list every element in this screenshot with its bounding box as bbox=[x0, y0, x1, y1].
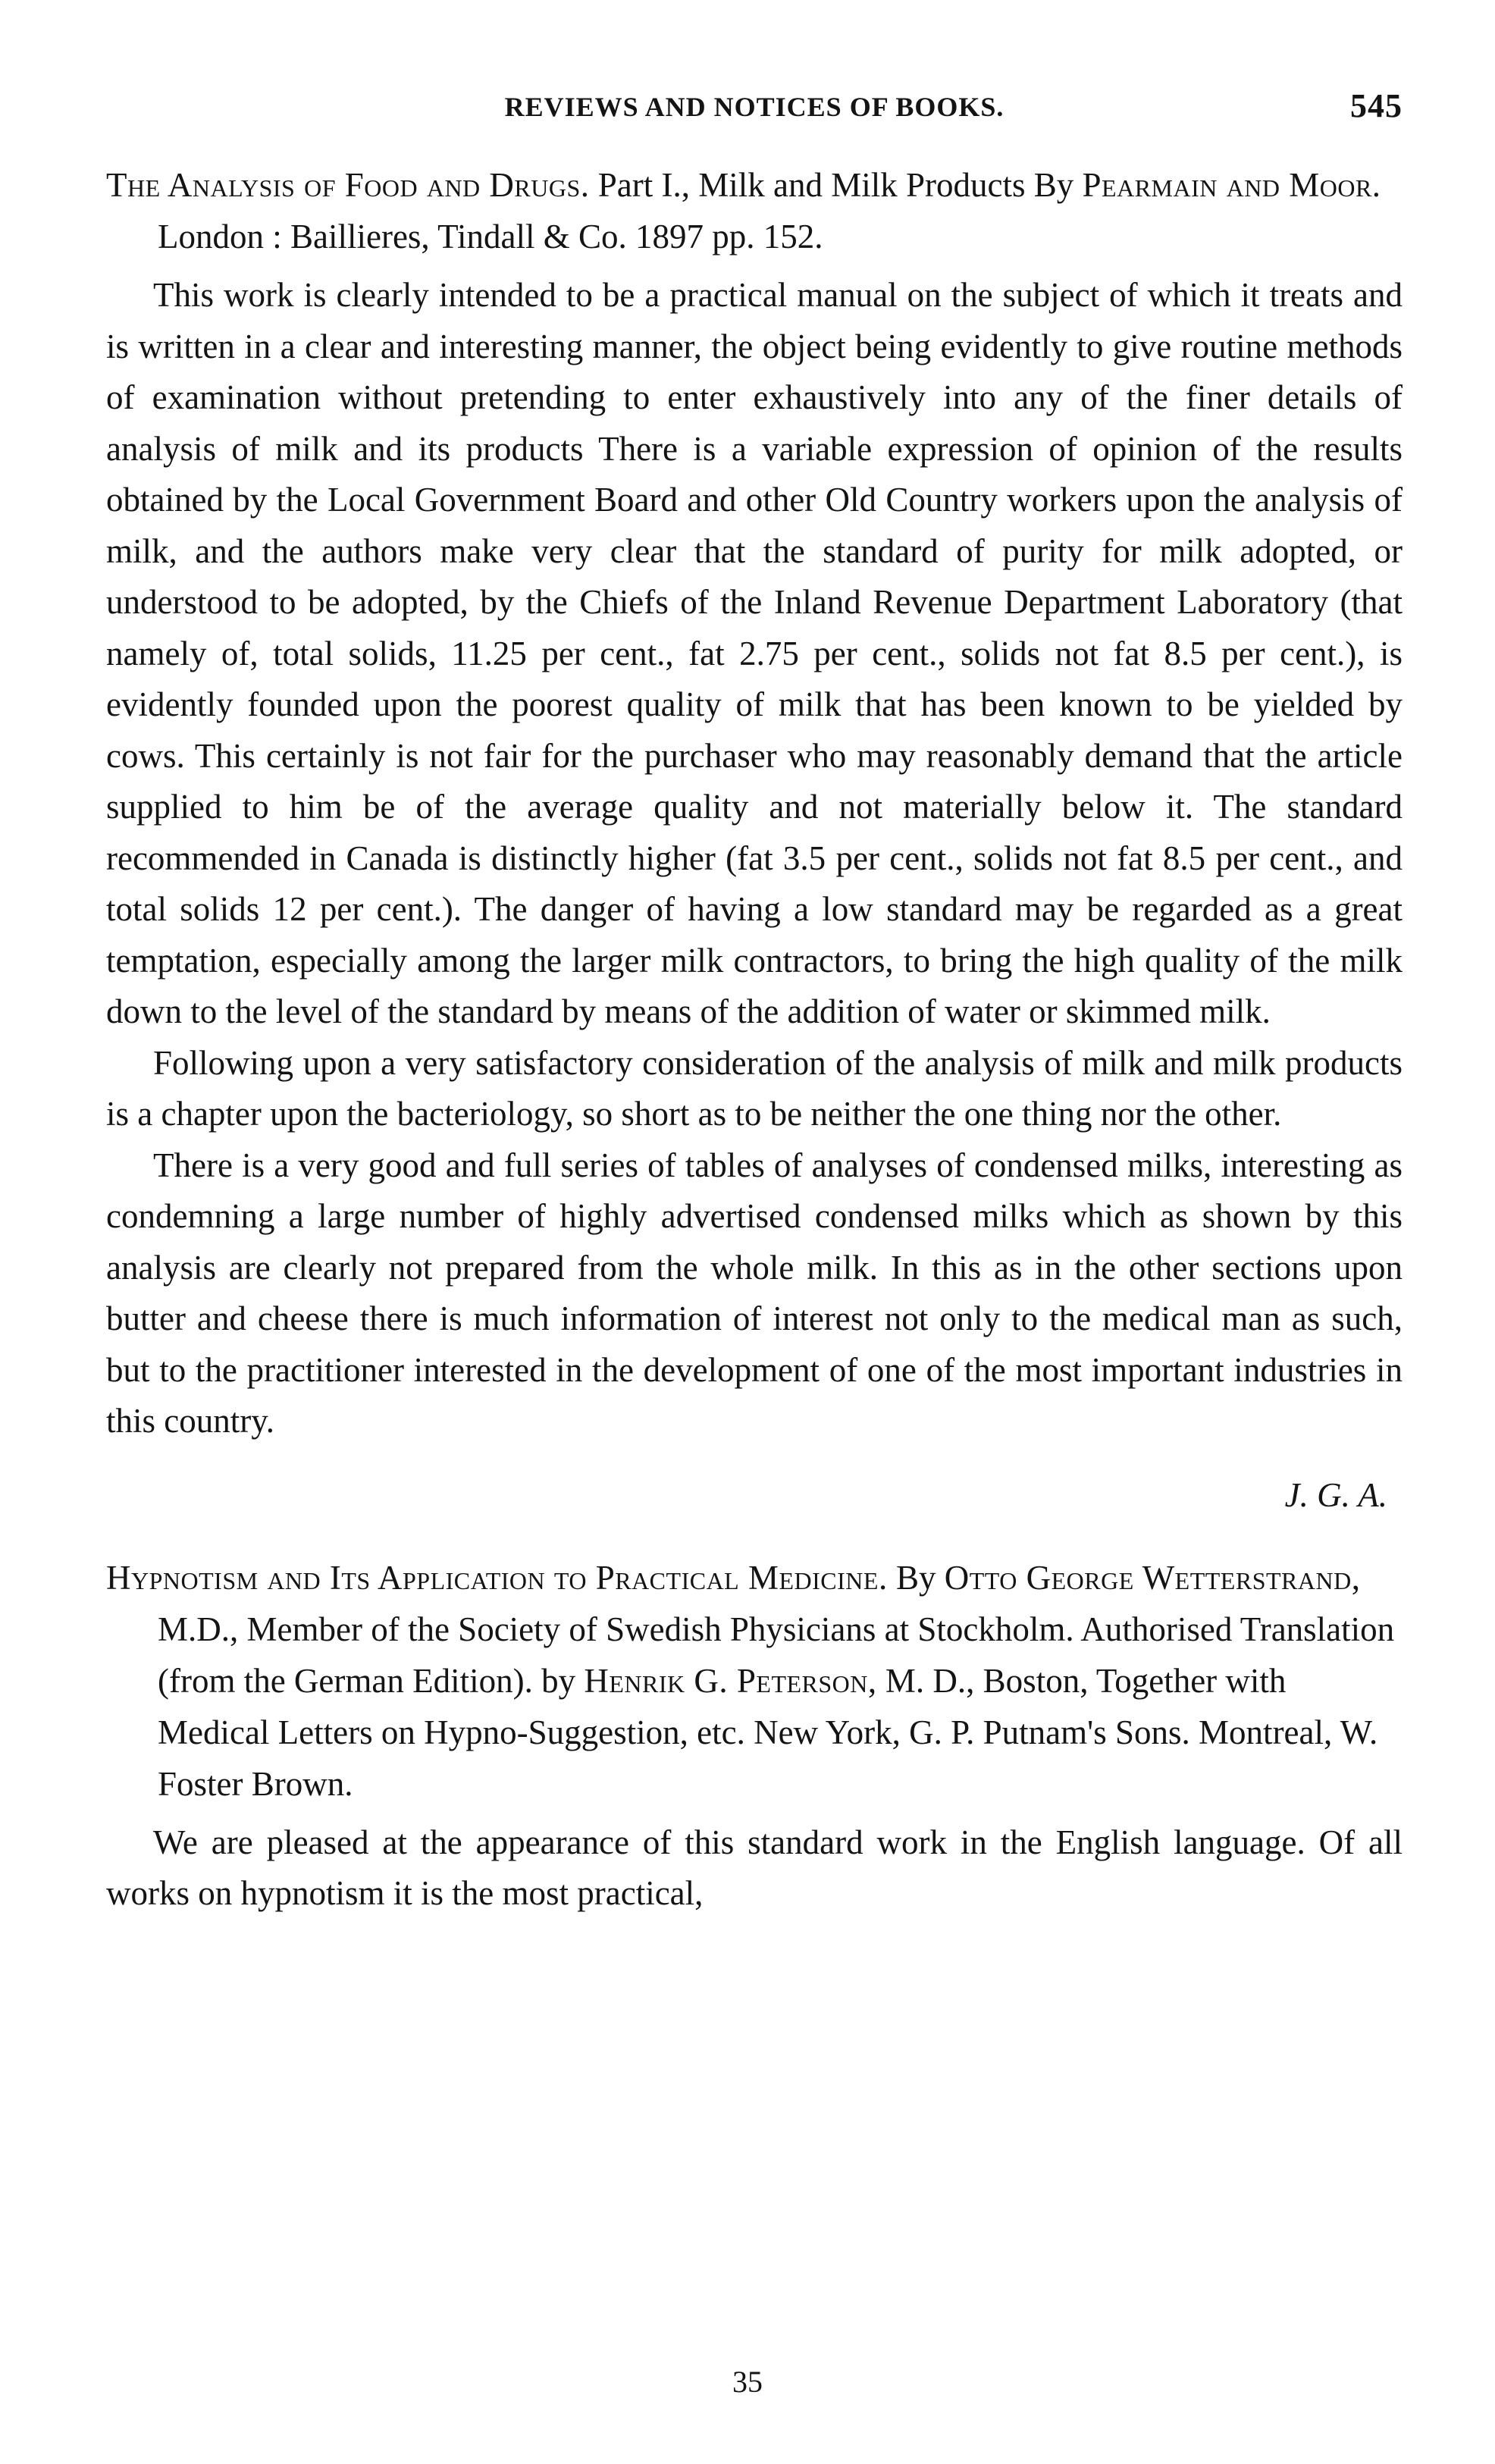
book-author-details: M.D., Member of the Society of Swedish Physicians at Stockholm. Authorised Translation (from the German Edition). by bbox=[158, 1610, 1395, 1700]
page-number: 545 bbox=[1350, 87, 1403, 124]
review-paragraph: Following upon a very satisfactory consideration of the analysis of milk and milk products is a chapter upon the bacteriology, so short as to be neither the one thing nor the other. bbox=[106, 1043, 1403, 1133]
review-heading bbox=[106, 159, 1403, 262]
reviewer-signature: J. G. A. bbox=[1284, 1475, 1387, 1514]
book-publisher: London : Baillieres, Tindall & Co. 1897 pp. 152. bbox=[158, 218, 823, 255]
book-subtitle: Part I., Milk and Milk Products By bbox=[589, 166, 1083, 204]
running-head bbox=[106, 76, 1403, 129]
book-translator-details: M. D., Boston, Together with Medical Letters on Hypno-Suggestion, etc. New York, G. P. Putnam's Sons. Montreal, W. Foster Brown. bbox=[158, 1661, 1378, 1803]
review-paragraph: We are pleased at the appearance of this standard work in the English language. Of all works on hypnotism it is the most practical, bbox=[106, 1823, 1403, 1912]
review-hypnotism bbox=[106, 1552, 1403, 1920]
review-heading bbox=[106, 1552, 1403, 1810]
book-title: Hypnotism and Its Application to Practical Medicine. bbox=[106, 1558, 888, 1597]
review-food-and-drugs bbox=[106, 159, 1403, 1522]
review-paragraph: This work is clearly intended to be a practical manual on the subject of which it treats and is written in a clear and interesting manner, the object being evidently to give routine methods of examination without pretending to enter exhaustively into any of the finer details of analysis of milk and its products There is a variable expression of opinion of the results obtained by the Local Government Board and other Old Country workers upon the analysis of milk, and the authors make very clear that the standard of purity for milk adopted, or understood to be adopted, by the Chiefs of the Inland Revenue Department Laboratory (that namely of, total solids, 11.25 per cent., fat 2.75 per cent., solids not fat 8.5 per cent.), is evidently founded upon the poorest quality of milk that has been known to be yielded by cows. This certainly is not fair for the purchaser who may reasonably demand that the article supplied to him be of the average quality and not materially below it. The standard recommended in Canada is distinctly higher (fat 3.5 per cent., solids not fat 8.5 per cent., and total solids 12 per cent.). The danger of having a low standard may be regarded as a great temptation, especially among the larger milk contractors, to bring the high quality of the milk down to the level of the standard by means of the addition of water or skimmed milk. bbox=[106, 276, 1403, 1030]
page-content bbox=[106, 76, 1403, 1920]
book-by: By bbox=[887, 1558, 945, 1597]
book-translator: Henrik G. Peterson, bbox=[584, 1661, 877, 1700]
review-paragraph: There is a very good and full series of tables of analyses of condensed milks, interesting as condemning a large number of highly advertised condensed milks which as shown by this analysis are clearly not prepared from the whole milk. In this as in the other sections upon butter and cheese there is much information of interest not only to the medical man as such, but to the practitioner interested in the development of one of the most important industries in this country. bbox=[106, 1146, 1403, 1440]
book-title: The Analysis of Food and Drugs. bbox=[106, 166, 590, 204]
running-head-title: REVIEWS AND NOTICES OF BOOKS. bbox=[504, 92, 1005, 122]
signature-mark: 35 bbox=[732, 2365, 763, 2399]
book-author: Otto George Wetterstrand, bbox=[944, 1558, 1361, 1597]
book-authors: Pearmain and Moor. bbox=[1082, 166, 1381, 204]
